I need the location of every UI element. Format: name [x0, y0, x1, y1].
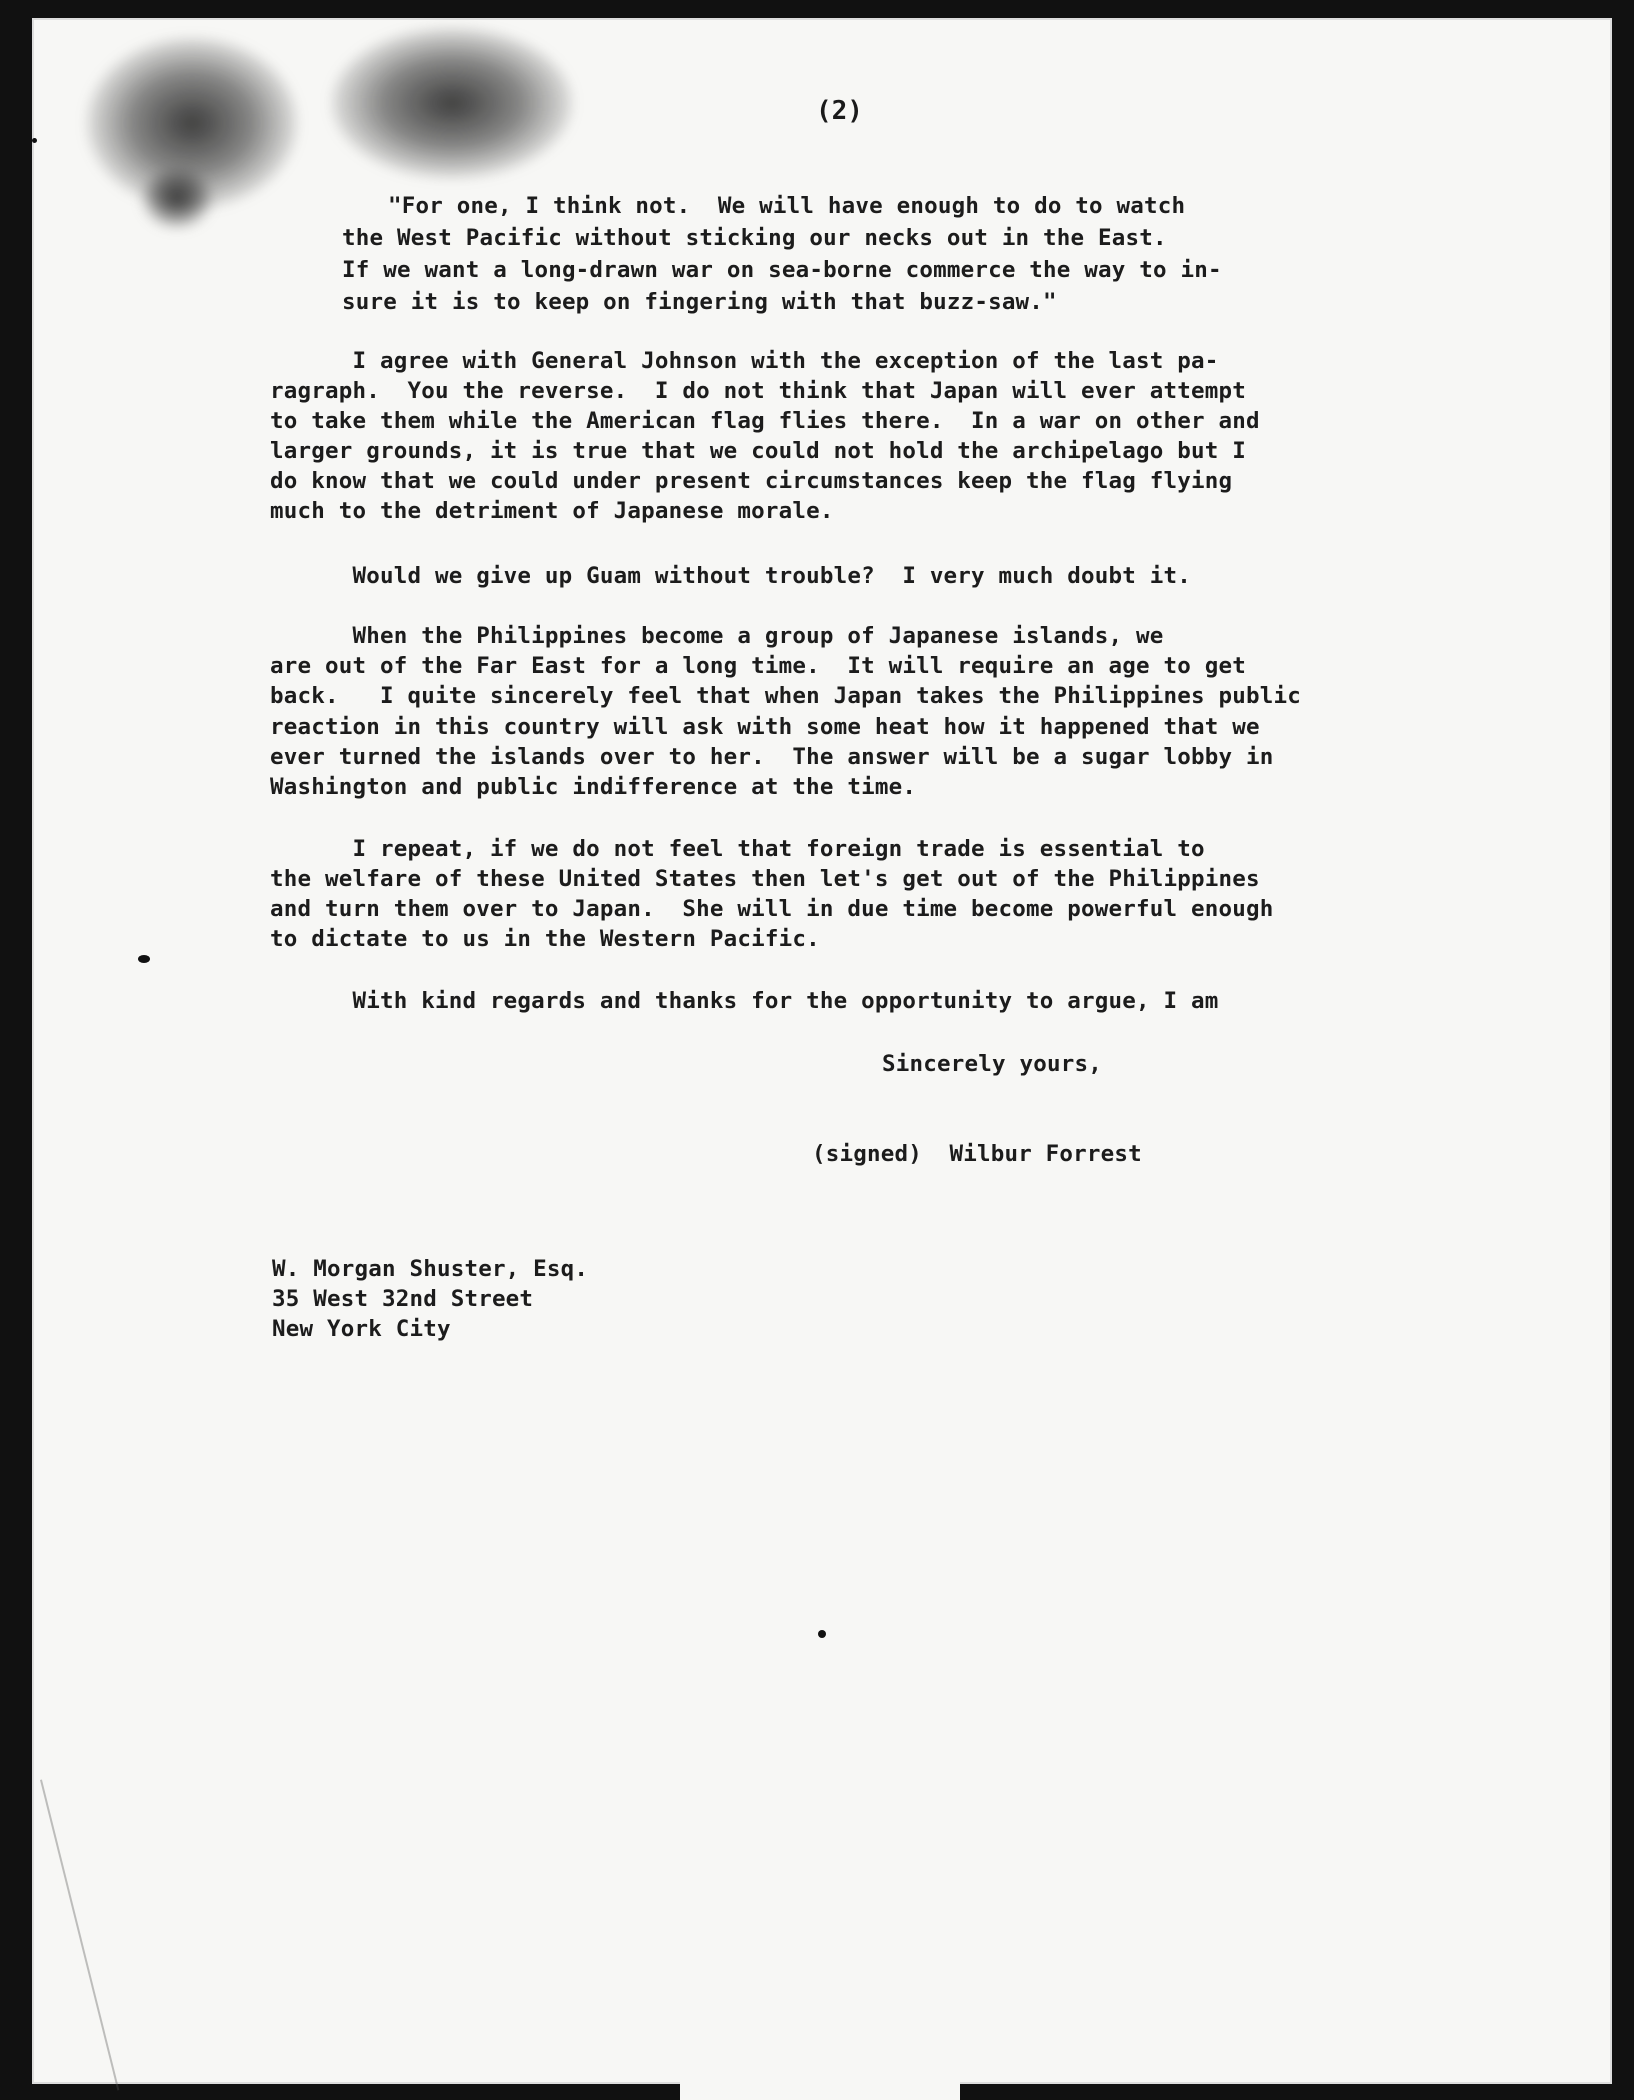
body-line: ever turned the islands over to her. The answer will be a sugar lobby in — [270, 744, 1274, 770]
sign-off: Sincerely yours, — [882, 1051, 1102, 1077]
closing-line: With kind regards and thanks for the opportunity to argue, I am — [270, 988, 1219, 1014]
signature: (signed) Wilbur Forrest — [812, 1141, 1142, 1167]
body-line: reaction in this country will ask with some heat how it happened that we — [270, 714, 1260, 740]
quote-line: "For one, I think not. We will have enough to do to watch — [388, 193, 1186, 219]
ink-mark — [32, 138, 37, 143]
body-line: do know that we could under present circumstances keep the flag flying — [270, 468, 1233, 494]
body-line: are out of the Far East for a long time. It will require an age to get — [270, 653, 1246, 679]
body-line: I repeat, if we do not feel that foreign trade is essential to — [270, 836, 1205, 862]
ink-smudge — [142, 168, 212, 228]
body-line: When the Philippines become a group of Japanese islands, we — [270, 623, 1164, 649]
page-number: (2) — [816, 96, 863, 126]
ink-mark — [138, 955, 150, 963]
body-line: and turn them over to Japan. She will in due time become powerful enough — [270, 896, 1274, 922]
scan-edge-tab — [680, 2082, 960, 2100]
recipient-city: New York City — [272, 1316, 451, 1342]
body-line: Would we give up Guam without trouble? I very much doubt it. — [270, 563, 1191, 589]
body-line: back. I quite sincerely feel that when Japan takes the Philippines public — [270, 683, 1301, 709]
letter-page — [32, 18, 1612, 2084]
quote-line: sure it is to keep on fingering with that buzz-saw." — [342, 289, 1057, 315]
recipient-street: 35 West 32nd Street — [272, 1286, 534, 1312]
body-line: to dictate to us in the Western Pacific. — [270, 926, 820, 952]
body-line: I agree with General Johnson with the exception of the last pa- — [270, 348, 1219, 374]
body-line: to take them while the American flag flies there. In a war on other and — [270, 408, 1260, 434]
body-line: ragraph. You the reverse. I do not think that Japan will ever attempt — [270, 378, 1246, 404]
body-line: Washington and public indifference at the time. — [270, 774, 917, 800]
body-line: the welfare of these United States then let's get out of the Philippines — [270, 866, 1260, 892]
quote-line: the West Pacific without sticking our necks out in the East. — [342, 225, 1167, 251]
body-line: much to the detriment of Japanese morale. — [270, 498, 834, 524]
quote-line: If we want a long-drawn war on sea-borne commerce the way to in- — [342, 257, 1222, 283]
recipient-name: W. Morgan Shuster, Esq. — [272, 1256, 589, 1282]
body-line: larger grounds, it is true that we could not hold the archipelago but I — [270, 438, 1246, 464]
ink-smudge — [332, 28, 572, 178]
ink-mark — [818, 1630, 826, 1638]
